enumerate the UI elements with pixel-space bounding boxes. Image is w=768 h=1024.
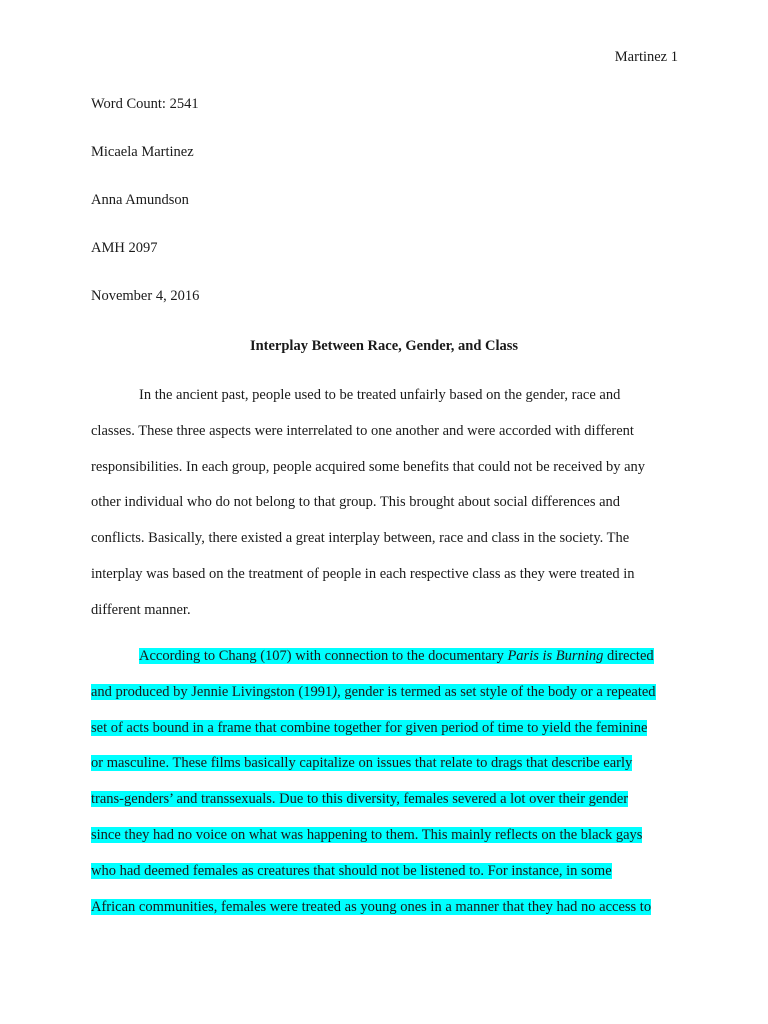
text-run: , gender is termed as set style of the body or a repeated (337, 683, 656, 700)
date: November 4, 2016 (91, 288, 200, 304)
paragraph-line (91, 718, 681, 754)
highlighted-text: who had deemed females as creatures that should not be listened to. For instance, in some (91, 862, 612, 879)
highlighted-text: set of acts bound in a frame that combine together for given period of time to yield the feminine (91, 719, 648, 736)
paragraph-1 (91, 385, 681, 636)
paragraph-line: classes. These three aspects were interrelated to one another and were accorded with different (91, 422, 634, 439)
highlighted-text: trans-genders’ and transsexuals. Due to this diversity, females severed a lot over their gender (91, 791, 629, 808)
paragraph-2-highlighted (91, 646, 681, 932)
paragraph-line: other individual who do not belong to that group. This brought about social differences and (91, 494, 621, 511)
paragraph-line: interplay was based on the treatment of people in each respective class as they were treated in (91, 565, 635, 582)
paragraph-line (91, 861, 681, 897)
author-name: Micaela Martinez (91, 144, 194, 160)
paragraph-line: conflicts. Basically, there existed a great interplay between, race and class in the society. The (91, 530, 630, 547)
highlighted-text (91, 684, 656, 700)
paragraph-line (91, 789, 681, 825)
word-count: Word Count: 2541 (91, 96, 199, 112)
paragraph-line (91, 753, 681, 789)
text-run: and produced by Jennie Livingston (1991 (91, 683, 333, 700)
highlighted-text: since they had no voice on what was happening to them. This mainly reflects on the black gays (91, 826, 643, 843)
highlighted-text: or masculine. These films basically capitalize on issues that relate to drags that describe early (91, 755, 633, 772)
film-title: Paris is Burning (507, 648, 604, 664)
paragraph-line: responsibilities. In each group, people acquired some benefits that could not be received by any (91, 458, 646, 475)
instructor-name: Anna Amundson (91, 192, 189, 208)
highlighted-text: African communities, females were treated as young ones in a manner that they had no access to (91, 898, 652, 915)
paragraph-line: In the ancient past, people used to be treated unfairly based on the gender, race and (139, 387, 621, 403)
paragraph-line (91, 646, 681, 682)
highlighted-text (139, 648, 654, 664)
header-block (91, 94, 681, 334)
course-code: AMH 2097 (91, 240, 158, 256)
paragraph-line (91, 825, 681, 861)
paragraph-line (91, 682, 681, 718)
text-run: According to Chang (107) with connection to the documentary (139, 648, 508, 664)
paragraph-line: different manner. (91, 601, 191, 618)
paragraph-line (91, 897, 681, 933)
text-run-italic: ) (332, 683, 338, 700)
running-head: Martinez 1 (614, 49, 678, 65)
essay-title: Interplay Between Race, Gender, and Class (249, 338, 519, 354)
text-run: directed (603, 648, 654, 664)
